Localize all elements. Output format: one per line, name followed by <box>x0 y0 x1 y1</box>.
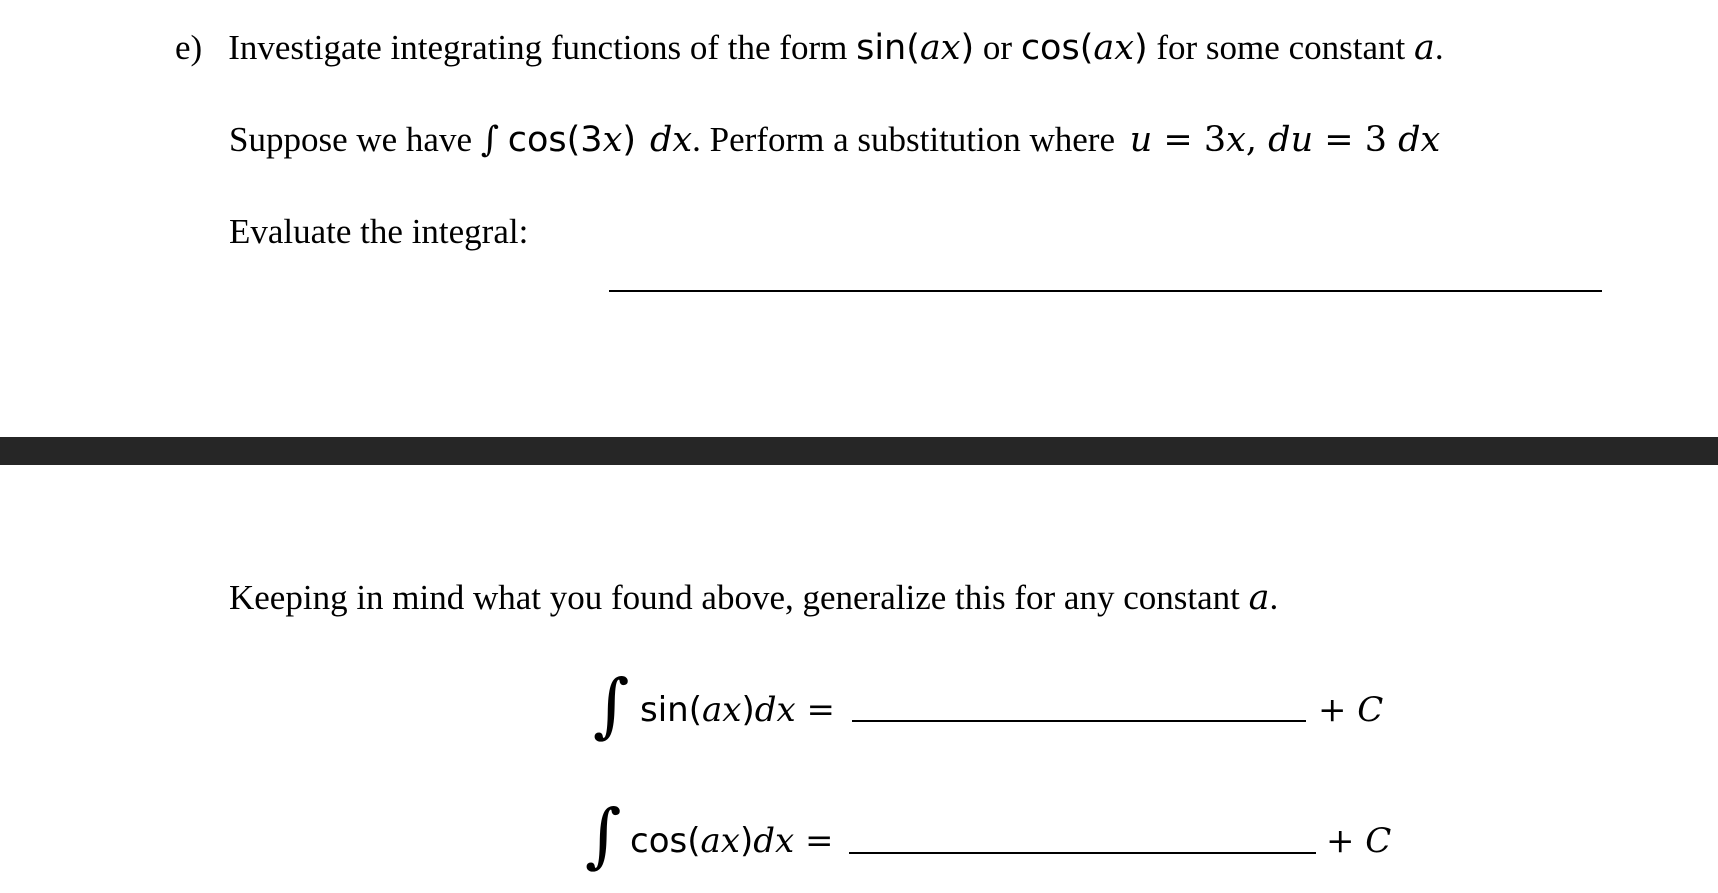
question-intro: Investigate integrating functions of the form <box>228 28 857 67</box>
question-line: e) Investigate integrating functions of the form sin(ax) or cos(ax) for some constant a. <box>175 28 1444 68</box>
integral-sign: ∫ <box>585 794 622 876</box>
sin-answer-blank[interactable] <box>852 720 1306 722</box>
sin-fn: sin( <box>856 28 920 68</box>
cos-fn: cos( <box>1020 28 1094 68</box>
constant-a: a <box>1248 578 1270 618</box>
cos-integrand: cos(ax)dx = <box>630 821 834 861</box>
substitution-line: Suppose we have ∫ cos(3x) dx. Perform a substitution where u = 3x, du = 3 dx <box>229 120 1441 160</box>
evaluate-answer-blank[interactable] <box>609 290 1602 292</box>
cos-plus-c: + C <box>1326 821 1392 861</box>
ax-var: ax <box>919 28 961 68</box>
section-divider <box>0 437 1718 465</box>
constant-a: a <box>1413 28 1435 68</box>
substitution-prefix: Suppose we have <box>229 120 481 159</box>
generalize-prefix: Keeping in mind what you found above, generalize this for any constant <box>229 578 1249 617</box>
integral-sign: ∫ <box>593 664 630 746</box>
integral-sign: ∫ <box>480 120 500 160</box>
sin-plus-c: + C <box>1318 690 1384 730</box>
cos-answer-blank[interactable] <box>849 852 1316 854</box>
generalize-line: Keeping in mind what you found above, generalize this for any constant a. <box>229 578 1279 618</box>
evaluate-label: Evaluate the integral: <box>229 212 529 251</box>
sin-integrand: sin(ax)dx = <box>640 690 835 730</box>
question-label: e) <box>175 28 203 67</box>
